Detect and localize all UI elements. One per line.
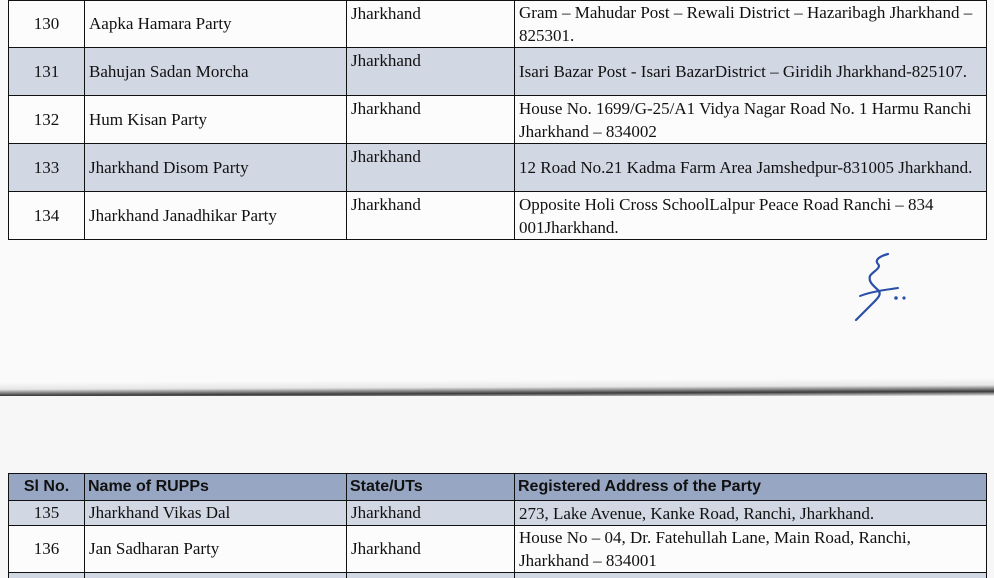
header-party-name: Name of RUPPs (85, 474, 347, 501)
sl-no-cell: 130 (9, 1, 85, 48)
header-sl-no: Sl No. (9, 474, 85, 501)
table-header-row (9, 474, 987, 501)
state-cell: Jharkhand (347, 1, 515, 48)
table-row-partial (9, 573, 987, 578)
table-row (9, 144, 987, 192)
empty-cell (515, 573, 987, 578)
rupp-table-top (8, 0, 987, 240)
party-name-cell: Jharkhand Disom Party (85, 144, 347, 192)
party-name-cell: Aapka Hamara Party (85, 1, 347, 48)
address-cell: 273, Lake Avenue, Kanke Road, Ranchi, Jharkhand. (515, 501, 987, 526)
table-row (9, 501, 987, 526)
sl-no-cell: 131 (9, 48, 85, 96)
sl-no-cell: 133 (9, 144, 85, 192)
empty-cell (347, 573, 515, 578)
header-state: State/UTs (347, 474, 515, 501)
table-row (9, 1, 987, 48)
address-cell: Gram – Mahudar Post – Rewali District – Hazaribagh Jharkhand – 825301. (515, 1, 987, 48)
party-name-cell: Jharkhand Janadhikar Party (85, 192, 347, 240)
table-row (9, 48, 987, 96)
address-cell: 12 Road No.21 Kadma Farm Area Jamshedpur-831005 Jharkhand. (515, 144, 987, 192)
table-row (9, 526, 987, 573)
empty-cell (85, 573, 347, 578)
header-address: Registered Address of the Party (515, 474, 987, 501)
party-name-cell: Jan Sadharan Party (85, 526, 347, 573)
address-cell: Opposite Holi Cross SchoolLalpur Peace Road Ranchi – 834 001Jharkhand. (515, 192, 987, 240)
party-name-cell: Jharkhand Vikas Dal (85, 501, 347, 526)
sl-no-cell: 136 (9, 526, 85, 573)
state-cell: Jharkhand (347, 192, 515, 240)
address-cell: House No – 04, Dr. Fatehullah Lane, Main Road, Ranchi, Jharkhand – 834001 (515, 526, 987, 573)
state-cell: Jharkhand (347, 526, 515, 573)
sl-no-cell: 134 (9, 192, 85, 240)
sl-no-cell: 132 (9, 96, 85, 144)
address-cell: House No. 1699/G-25/A1 Vidya Nagar Road No. 1 Harmu Ranchi Jharkhand – 834002 (515, 96, 987, 144)
table-row (9, 96, 987, 144)
state-cell: Jharkhand (347, 48, 515, 96)
rupp-table-bottom (8, 473, 987, 578)
address-cell: Isari Bazar Post - Isari BazarDistrict – Giridih Jharkhand-825107. (515, 48, 987, 96)
party-name-cell: Hum Kisan Party (85, 96, 347, 144)
signature-icon (848, 246, 918, 326)
table-row (9, 192, 987, 240)
sl-no-cell: 135 (9, 501, 85, 526)
empty-cell (9, 573, 85, 578)
state-cell: Jharkhand (347, 96, 515, 144)
state-cell: Jharkhand (347, 144, 515, 192)
state-cell: Jharkhand (347, 501, 515, 526)
party-name-cell: Bahujan Sadan Morcha (85, 48, 347, 96)
